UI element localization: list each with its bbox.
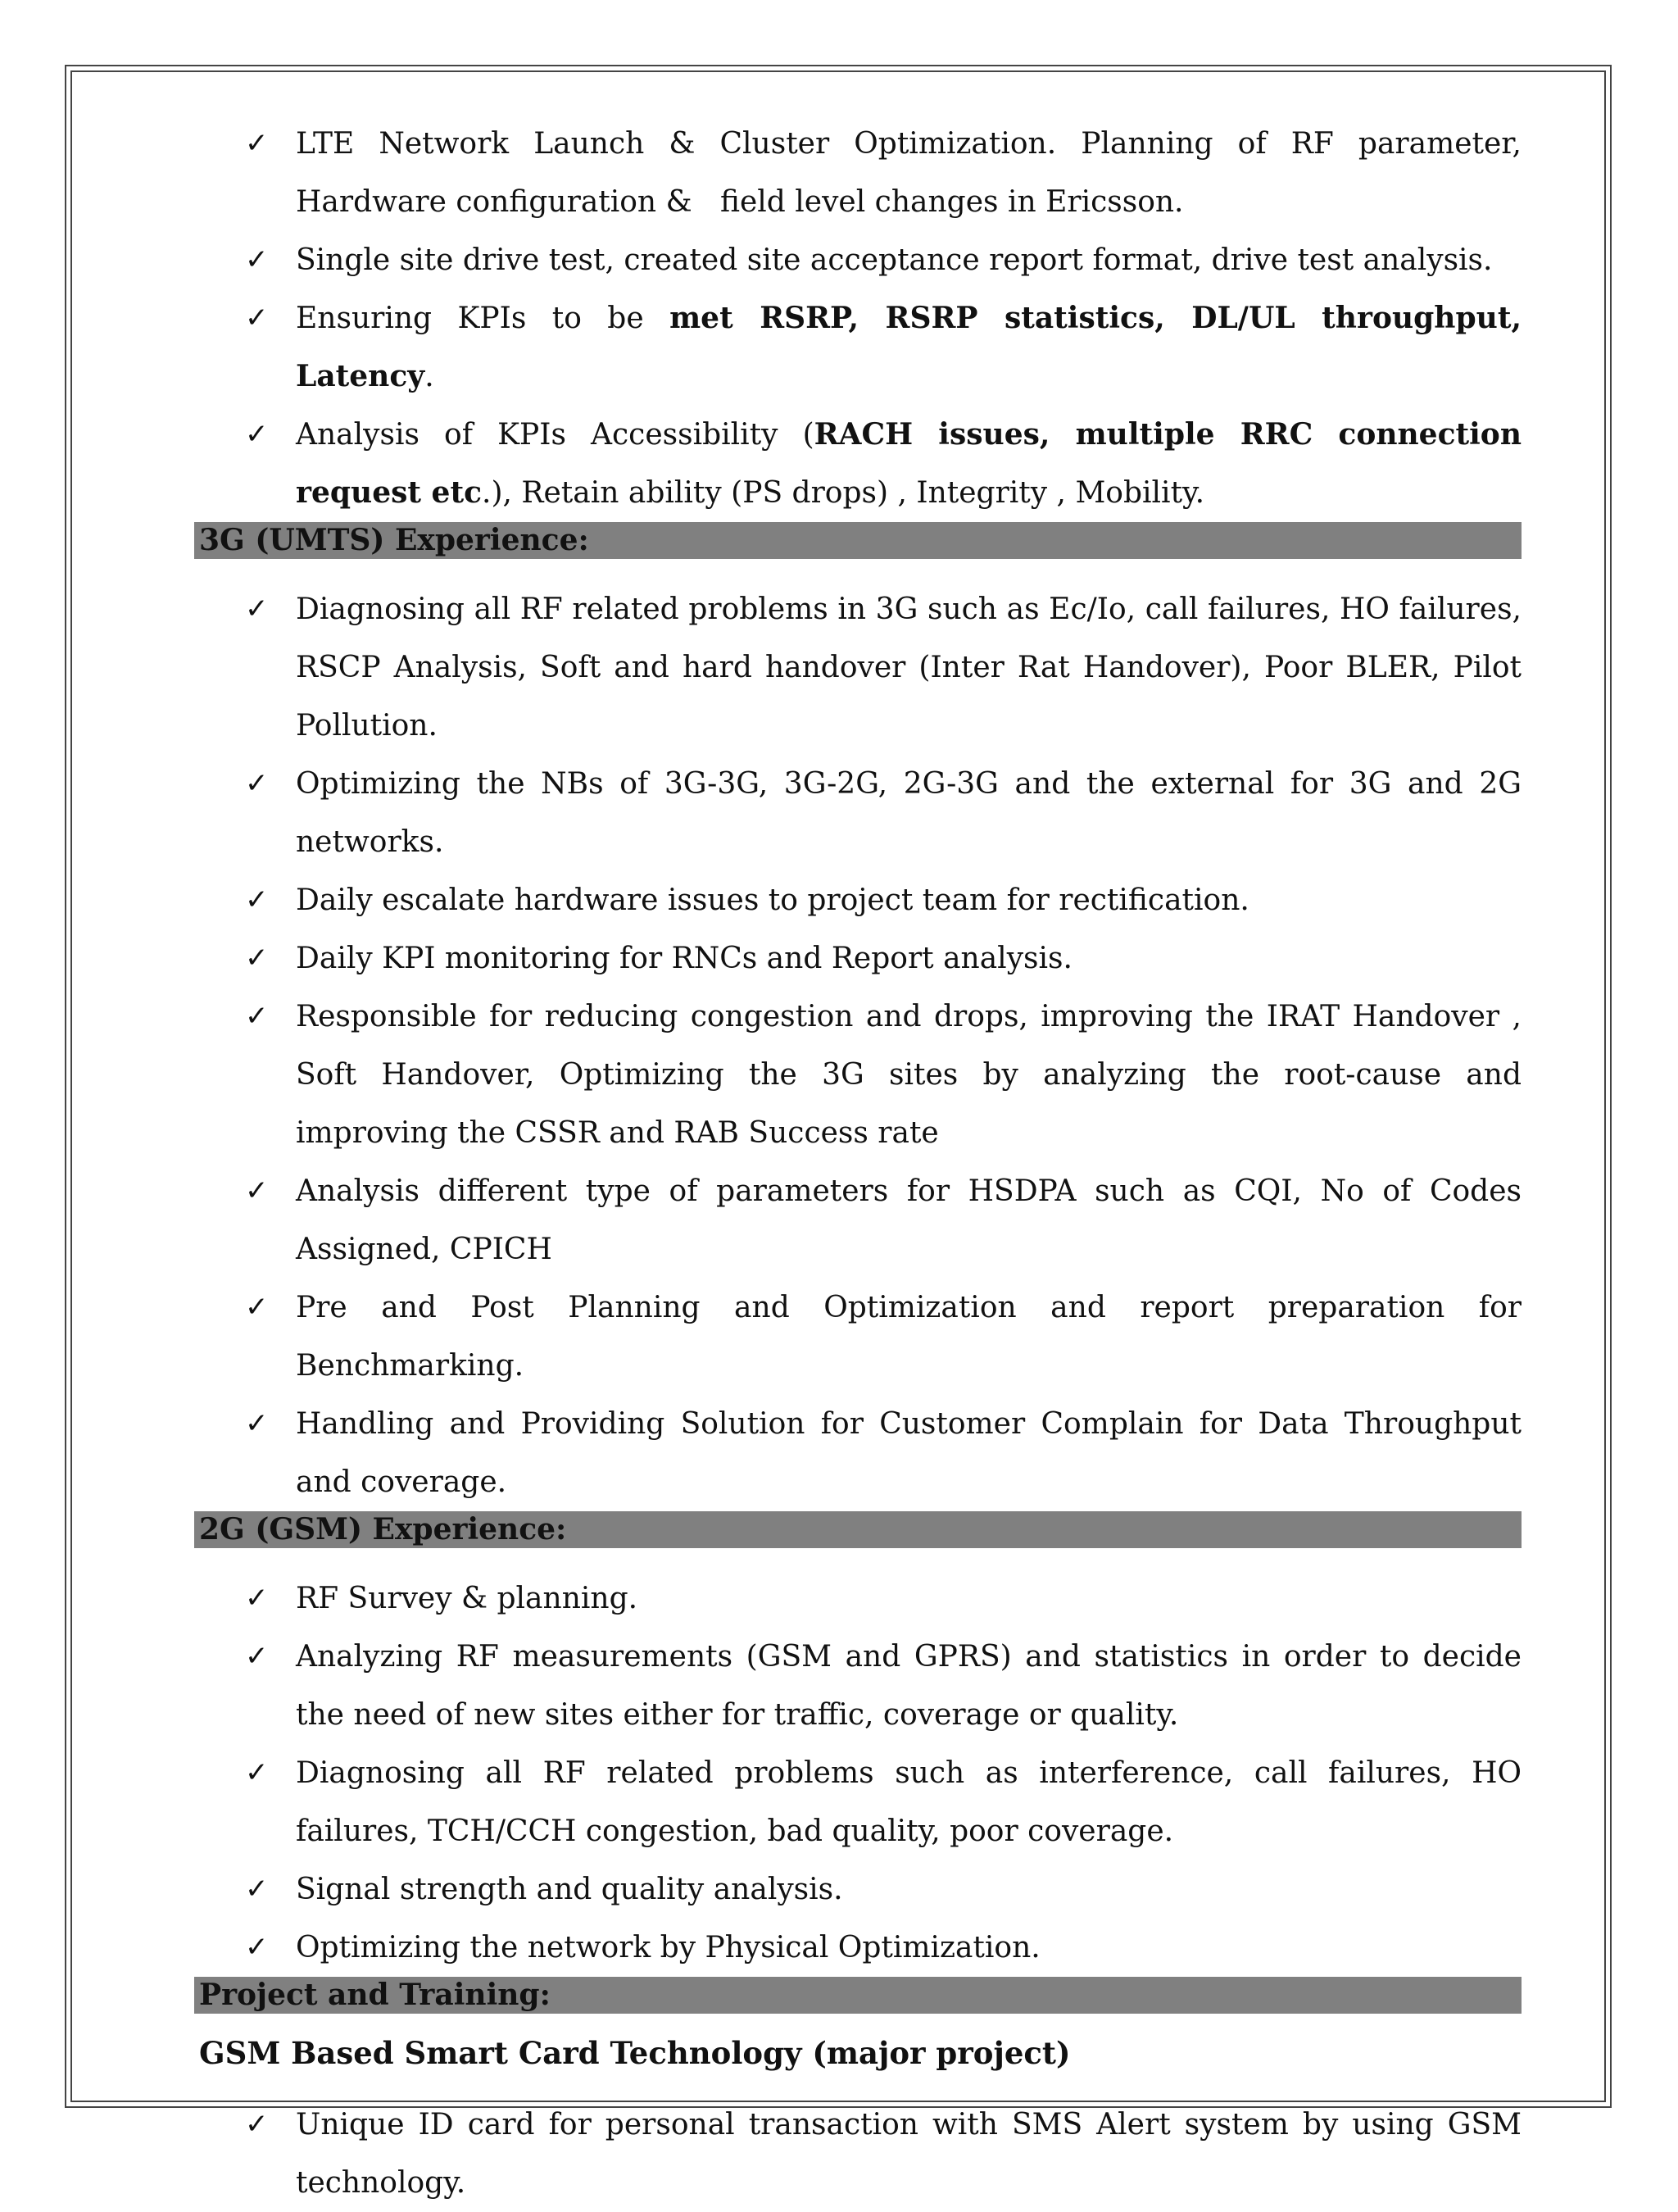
- list-item: ✓ Signal strength and quality analysis.: [194, 1860, 1522, 1919]
- list-item: ✓ Unique ID card for personal transaction with SMS Alert system by using GSM technology.: [194, 2096, 1522, 2212]
- resume-content: [194, 115, 1522, 2212]
- check-icon: ✓: [245, 1291, 269, 1324]
- section-heading-umts: 3G (UMTS) Experience:: [194, 522, 1522, 559]
- list-item: ✓ Single site drive test, created site acceptance report format, drive test analysis.: [194, 231, 1522, 289]
- lte-experience-list: [194, 115, 1522, 522]
- list-item: ✓ Optimizing the network by Physical Optimization.: [194, 1919, 1522, 1977]
- list-item: ✓ Ensuring KPIs to be met RSRP, RSRP statistics, DL/UL throughput, Latency.: [194, 289, 1522, 406]
- check-icon: ✓: [245, 1931, 269, 1964]
- check-icon: ✓: [245, 1756, 269, 1789]
- gsm-experience-list: [194, 1569, 1522, 1977]
- section-heading-project: Project and Training:: [194, 1977, 1522, 2014]
- check-icon: ✓: [245, 127, 269, 160]
- check-icon: ✓: [245, 883, 269, 916]
- list-item: ✓ Analysis different type of parameters for HSDPA such as CQI, No of Codes Assigned, CPICH: [194, 1162, 1522, 1279]
- check-icon: ✓: [245, 243, 269, 276]
- list-item: ✓ Daily KPI monitoring for RNCs and Report analysis.: [194, 929, 1522, 988]
- bold-text: met RSRP, RSRP statistics, DL/UL throughput, Latency: [296, 301, 1522, 393]
- check-icon: ✓: [245, 1582, 269, 1615]
- list-item: ✓ RF Survey & planning.: [194, 1569, 1522, 1628]
- check-icon: ✓: [245, 1407, 269, 1440]
- list-item: ✓ Responsible for reducing congestion and drops, improving the IRAT Handover , Soft Handover, Optimizing the 3G sites by analyzing the root-cause and improving the CSSR and RAB Success rate: [194, 988, 1522, 1162]
- bold-text: RACH issues, multiple RRC connection request etc: [296, 417, 1522, 510]
- check-icon: ✓: [245, 593, 269, 625]
- list-item: ✓ Analyzing RF measurements (GSM and GPRS) and statistics in order to decide the need of new sites either for traffic, coverage or quality.: [194, 1628, 1522, 1744]
- list-item: ✓ Pre and Post Planning and Optimization and report preparation for Benchmarking.: [194, 1279, 1522, 1395]
- check-icon: ✓: [245, 942, 269, 974]
- check-icon: ✓: [245, 1640, 269, 1673]
- check-icon: ✓: [245, 418, 269, 451]
- project-title: GSM Based Smart Card Technology (major project): [199, 2035, 1071, 2071]
- umts-experience-list: [194, 580, 1522, 1511]
- check-icon: ✓: [245, 767, 269, 800]
- check-icon: ✓: [245, 2108, 269, 2141]
- list-item: ✓ Diagnosing all RF related problems in 3G such as Ec/Io, call failures, HO failures, RSCP Analysis, Soft and hard handover (Inter Rat Handover), Poor BLER, Pilot Pollution.: [194, 580, 1522, 755]
- check-icon: ✓: [245, 1873, 269, 1905]
- list-item: ✓ Analysis of KPIs Accessibility (RACH issues, multiple RRC connection request etc.), Retain ability (PS drops) , Integrity , Mobility.: [194, 406, 1522, 522]
- list-item: ✓ Handling and Providing Solution for Customer Complain for Data Throughput and coverage.: [194, 1395, 1522, 1511]
- section-heading-gsm: 2G (GSM) Experience:: [194, 1511, 1522, 1548]
- check-icon: ✓: [245, 1174, 269, 1207]
- list-item: ✓ Optimizing the NBs of 3G-3G, 3G-2G, 2G-3G and the external for 3G and 2G networks.: [194, 755, 1522, 871]
- check-icon: ✓: [245, 302, 269, 334]
- list-item: ✓ Diagnosing all RF related problems such as interference, call failures, HO failures, TCH/CCH congestion, bad quality, poor coverage.: [194, 1744, 1522, 1860]
- check-icon: ✓: [245, 1000, 269, 1033]
- list-item: ✓ LTE Network Launch & Cluster Optimization. Planning of RF parameter, Hardware configuration & field level changes in Ericsson.: [194, 115, 1522, 231]
- list-item: ✓ Daily escalate hardware issues to project team for rectification.: [194, 871, 1522, 929]
- project-list: [194, 2096, 1522, 2212]
